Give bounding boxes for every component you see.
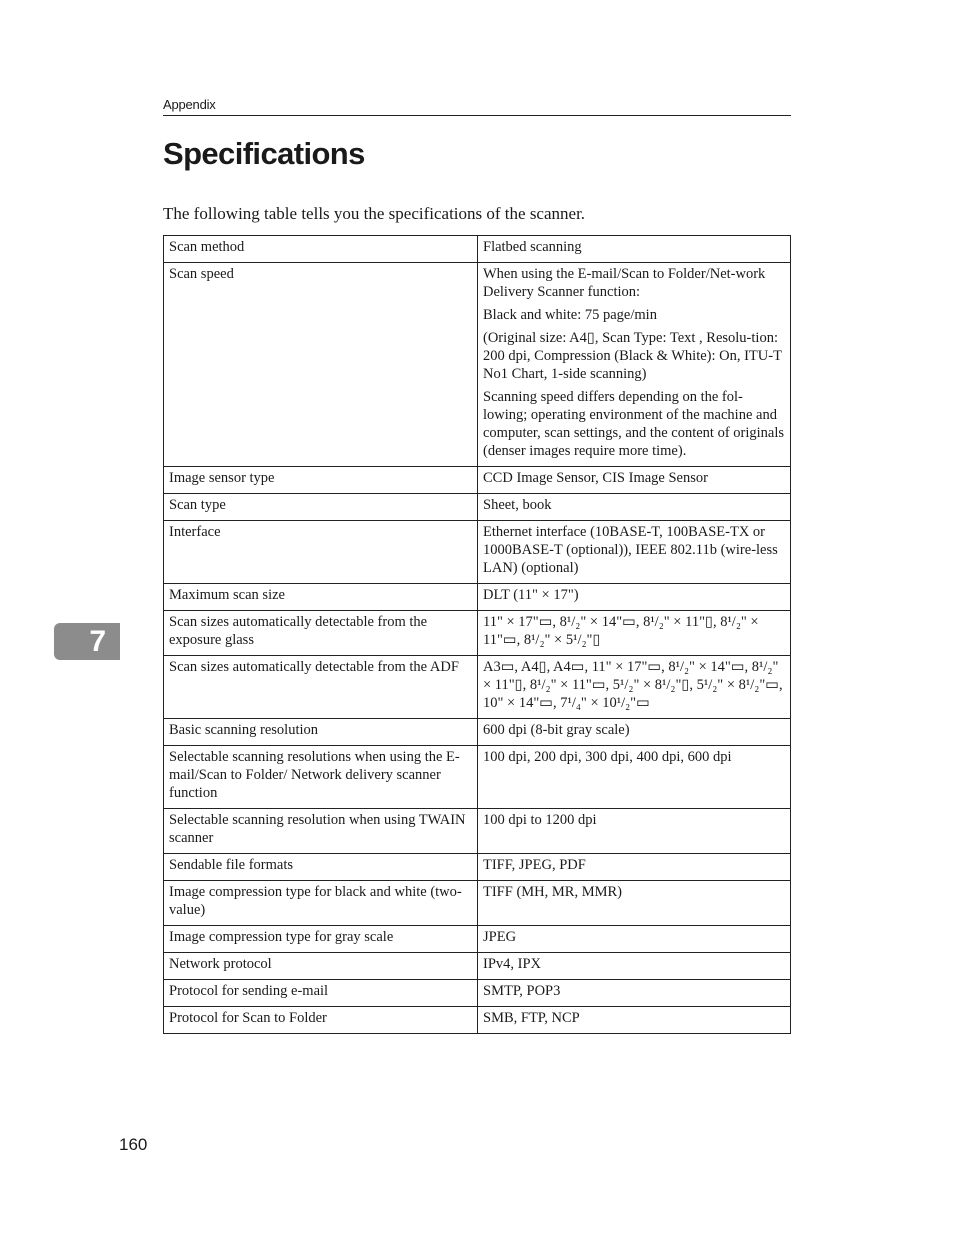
spec-value bbox=[478, 719, 791, 746]
spec-value-paragraph: IPv4, IPX bbox=[483, 956, 542, 972]
chapter-tab: 7 bbox=[54, 623, 120, 660]
spec-label: Scan speed bbox=[164, 263, 478, 467]
table-row bbox=[164, 719, 791, 746]
spec-value bbox=[478, 494, 791, 521]
intro-paragraph: The following table tells you the specifications of the scanner. bbox=[163, 204, 586, 223]
spec-value-paragraph: 100 dpi, 200 dpi, 300 dpi, 400 dpi, 600 dpi bbox=[483, 749, 732, 765]
table-row bbox=[164, 611, 791, 656]
table-row bbox=[164, 881, 791, 926]
spec-value bbox=[478, 926, 791, 953]
section-name: Appendix bbox=[163, 97, 216, 112]
spec-value bbox=[478, 467, 791, 494]
spec-value bbox=[478, 953, 791, 980]
spec-value bbox=[478, 236, 791, 263]
spec-value-paragraph: Ethernet interface (10BASE-T, 100BASE-TX or 1000BASE-T (optional)), IEEE 802.11b (wire-less LAN) (optional) bbox=[483, 524, 778, 576]
table-row bbox=[164, 926, 791, 953]
table-row bbox=[164, 584, 791, 611]
table-row bbox=[164, 746, 791, 809]
table-row bbox=[164, 980, 791, 1007]
spec-value bbox=[478, 881, 791, 926]
page-title: Specifications bbox=[163, 136, 365, 171]
spec-value bbox=[478, 611, 791, 656]
spec-value bbox=[478, 746, 791, 809]
table-row bbox=[164, 236, 791, 263]
spec-label: Scan sizes automatically detectable from the ADF bbox=[164, 656, 478, 719]
spec-value bbox=[478, 980, 791, 1007]
page-number: 160 bbox=[119, 1135, 148, 1154]
spec-label: Scan sizes automatically detectable from the exposure glass bbox=[164, 611, 478, 656]
table-row bbox=[164, 854, 791, 881]
running-header bbox=[163, 96, 791, 116]
table-row bbox=[164, 521, 791, 584]
table-row bbox=[164, 1007, 791, 1034]
spec-label: Selectable scanning resolution when using TWAIN scanner bbox=[164, 809, 478, 854]
specifications-table-body bbox=[164, 236, 791, 1034]
spec-label: Protocol for Scan to Folder bbox=[164, 1007, 478, 1034]
spec-label: Network protocol bbox=[164, 953, 478, 980]
spec-value bbox=[478, 854, 791, 881]
spec-value-paragraph: SMB, FTP, NCP bbox=[483, 1010, 580, 1026]
specifications-table bbox=[163, 235, 791, 1034]
spec-label: Maximum scan size bbox=[164, 584, 478, 611]
spec-label: Scan type bbox=[164, 494, 478, 521]
table-row bbox=[164, 656, 791, 719]
spec-value-paragraph: DLT (11" × 17") bbox=[483, 587, 579, 603]
table-row bbox=[164, 953, 791, 980]
spec-label: Scan method bbox=[164, 236, 478, 263]
spec-value-paragraph: SMTP, POP3 bbox=[483, 983, 561, 999]
spec-value bbox=[478, 521, 791, 584]
spec-label: Protocol for sending e-mail bbox=[164, 980, 478, 1007]
spec-value-paragraph: TIFF, JPEG, PDF bbox=[483, 857, 586, 873]
spec-value-paragraph: 600 dpi (8-bit gray scale) bbox=[483, 722, 630, 738]
spec-value-paragraph: 11" × 17"▭, 8¹/₂" × 14"▭, 8¹/₂" × 11"▯, 8¹/₂" × 11"▭, 8¹/₂" × 5¹/₂"▯ bbox=[483, 614, 759, 648]
spec-value-paragraph: Scanning speed differs depending on the fol-lowing; operating environment of the machine and computer, scan settings, and the content of originals (denser images require more time). bbox=[483, 389, 785, 459]
spec-value-paragraph: CCD Image Sensor, CIS Image Sensor bbox=[483, 470, 708, 486]
table-row bbox=[164, 494, 791, 521]
spec-value-paragraph: A3▭, A4▯, A4▭, 11" × 17"▭, 8¹/₂" × 14"▭, 8¹/₂" × 11"▯, 8¹/₂" × 11"▭, 5¹/₂" × 8¹/₂"▯, 5¹/₂" × 8¹/₂"▭, 10" × 14"▭, 7¹/₄" × 10¹/₂"▭ bbox=[483, 659, 783, 711]
spec-value bbox=[478, 1007, 791, 1034]
spec-label: Interface bbox=[164, 521, 478, 584]
spec-label: Image compression type for black and white (two-value) bbox=[164, 881, 478, 926]
spec-value bbox=[478, 263, 791, 467]
spec-label: Sendable file formats bbox=[164, 854, 478, 881]
spec-value bbox=[478, 656, 791, 719]
spec-label: Image compression type for gray scale bbox=[164, 926, 478, 953]
spec-label: Image sensor type bbox=[164, 467, 478, 494]
table-row bbox=[164, 263, 791, 467]
spec-label: Selectable scanning resolutions when using the E-mail/Scan to Folder/ Network delivery scanner function bbox=[164, 746, 478, 809]
spec-value-paragraph: JPEG bbox=[483, 929, 517, 945]
table-row bbox=[164, 467, 791, 494]
spec-value bbox=[478, 809, 791, 854]
spec-value-paragraph: Black and white: 75 page/min bbox=[483, 307, 657, 323]
spec-value-paragraph: Sheet, book bbox=[483, 497, 552, 513]
spec-value-paragraph: Flatbed scanning bbox=[483, 239, 582, 255]
spec-value bbox=[478, 584, 791, 611]
spec-label: Basic scanning resolution bbox=[164, 719, 478, 746]
spec-value-paragraph: TIFF (MH, MR, MMR) bbox=[483, 884, 622, 900]
spec-value-paragraph: 100 dpi to 1200 dpi bbox=[483, 812, 597, 828]
spec-value-paragraph: (Original size: A4▯, Scan Type: Text , Resolu-tion: 200 dpi, Compression (Black & White): On, ITU-T No1 Chart, 1-side scanning) bbox=[483, 330, 782, 382]
spec-value-paragraph: When using the E-mail/Scan to Folder/Net-work Delivery Scanner function: bbox=[483, 266, 766, 300]
table-row bbox=[164, 809, 791, 854]
